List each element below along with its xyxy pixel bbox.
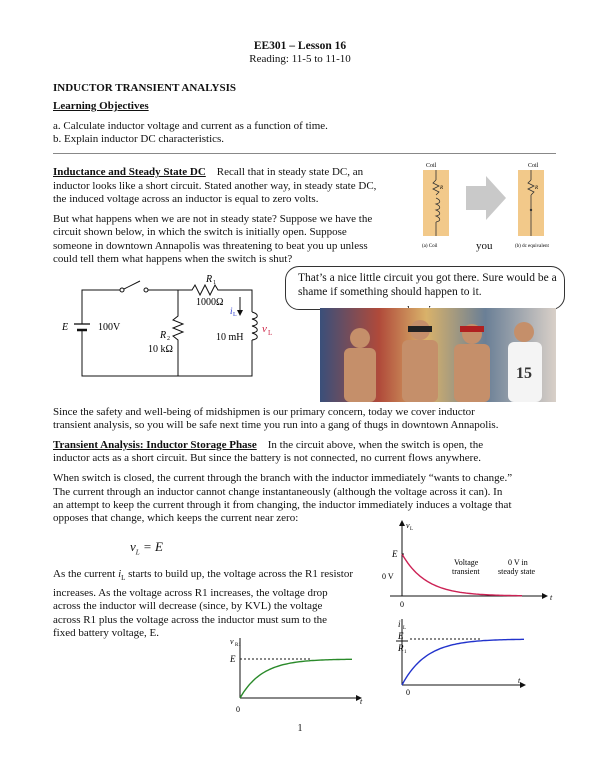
switch-contact-left [120, 288, 124, 292]
coil-b-label: Coil [528, 163, 539, 169]
rl-circuit-schematic [60, 272, 290, 384]
transient-para3-line-3: across the inductor will decrease (since, by KVL) the voltage [53, 600, 323, 612]
vl-t-label: t [550, 593, 553, 602]
current-sub: L [233, 312, 237, 318]
steady-state-text-1: Recall that in steady state DC, an [216, 166, 364, 178]
objective-a: a. Calculate inductor voltage and current as a function of time. [53, 120, 328, 132]
objective-b: b. Explain inductor DC characteristics. [53, 133, 225, 145]
il-r-label: R [398, 643, 404, 653]
r2-sub: 2 [167, 336, 170, 342]
il-ylabel: i [398, 619, 401, 629]
source-label: E [62, 322, 69, 333]
transient-para2-line-4: opposes that change, which keeps the current near zero: [53, 512, 299, 524]
para3-start: As the current [53, 568, 116, 580]
vl-ylabel: v [406, 521, 410, 530]
vl-annot-steady-2: steady state [498, 567, 536, 576]
transient-para2-line-3: an attempt to keep the current through it from changing, the inductor immediately induces a voltage that [53, 499, 512, 511]
transient-para3-line-2: increases. As the voltage across R1 increases, the voltage drop [53, 587, 328, 599]
steady-state-line-2: inductor looks like a short circuit. Stated another way, in steady state DC, [53, 180, 377, 192]
il-t-label: t [518, 676, 521, 685]
objectives-heading: Learning Objectives [53, 100, 149, 112]
coil-b-r-label: R [535, 186, 539, 191]
equation-right: = E [142, 539, 163, 554]
il-origin-label: 0 [406, 688, 410, 697]
steady-state-you: you [476, 240, 493, 252]
inline-current-sub: L [121, 574, 126, 583]
steady-state-line-3: the induced voltage across an inductor is equal to zero volts. [53, 193, 319, 205]
r1-label: R [206, 274, 213, 285]
il-e-label: E [398, 631, 404, 641]
transient-text-1: In the circuit above, when the switch is open, the [267, 439, 484, 451]
transient-para3-line-5: fixed battery voltage, E. [53, 627, 159, 639]
source-value: 100V [98, 322, 121, 333]
voltage-sub: L [268, 329, 273, 337]
vl-origin-label: 0 [400, 600, 404, 609]
steady-state-line-4: But what happens when we are not in steady state? Suppose we have the [53, 213, 373, 225]
safety-line-2: transient analysis, so you will be safe next time you run into a gang of thugs in downtown Annapolis. [53, 419, 499, 431]
coil-b-caption: (b) dc equivalent [515, 244, 549, 249]
divider [53, 153, 556, 154]
vl-annot-transient-1: Voltage [454, 558, 479, 567]
vl-graph [372, 520, 557, 610]
safety-line-1: Since the safety and well-being of midshipmen is our primary concern, today we cover inductor [53, 406, 475, 418]
vr1-graph [222, 632, 382, 718]
transient-para3-line-4: across R1 plus the voltage across the inductor must sum to the [53, 614, 328, 626]
r1-sub: 1 [213, 280, 216, 286]
il-graph [372, 613, 557, 698]
gang-photo [320, 308, 556, 402]
steady-state-line-7: could tell them what happens when the switch is shut? [53, 253, 293, 265]
inductor-coil [252, 312, 257, 340]
steady-state-heading: Inductance and Steady State DC [53, 166, 206, 178]
il-ylabel-sub: L [403, 626, 407, 631]
r2-resistor [173, 290, 183, 376]
vl-zero-v-label: 0 V [382, 572, 394, 581]
equation-sub: L [135, 548, 140, 557]
transient-line-1 [53, 439, 556, 452]
inductor-value: 10 mH [216, 332, 244, 343]
il-r-sub: 1 [404, 650, 407, 655]
vl-e-label: E [392, 549, 398, 559]
steady-state-line-1 [53, 166, 413, 179]
vl-annot-steady-1: 0 V in [508, 558, 528, 567]
equation-vl-equals-e [130, 540, 163, 560]
svg-text:15: 15 [516, 365, 532, 382]
para3-rest: starts to build up, the voltage across the R1 resistor [128, 568, 354, 580]
il-growth-curve [402, 639, 524, 685]
transient-heading: Transient Analysis: Inductor Storage Phase [53, 439, 257, 451]
vl-ylabel-sub: L [410, 527, 414, 532]
r2-label: R [160, 330, 167, 341]
vr1-growth-curve [240, 659, 352, 698]
coil-a-caption: (a) Coil [422, 244, 438, 249]
transient-para2-line-2: The current through an inductor cannot change instantaneously (although the voltage across it can). In [53, 486, 503, 498]
section-title: INDUCTOR TRANSIENT ANALYSIS [53, 82, 236, 94]
transient-line-2: inductor acts as a short circuit. But since the battery is not connected, no current flows anywhere. [53, 452, 481, 464]
page-number: 1 [297, 723, 303, 734]
vr1-e-label: E [230, 654, 236, 664]
vr1-t-label: t [360, 697, 363, 706]
coil-a-r-label: R [440, 186, 444, 191]
reading-assignment: Reading: 11-5 to 11-10 [249, 53, 351, 65]
coil-equivalence-figure [420, 158, 560, 250]
vl-annot-transient-2: transient [452, 567, 480, 576]
transient-para3-line-1 [53, 568, 353, 586]
vr1-origin-label: 0 [236, 705, 240, 714]
current-label: i [230, 306, 233, 316]
speech-bubble [285, 266, 565, 310]
vr1-ylabel-sub: R1 [235, 643, 241, 648]
speech-bubble-text: That’s a nice little circuit you got there. Sure would be a shame if something should happen to it. [298, 272, 557, 298]
arrow-right-icon [466, 176, 506, 220]
transient-para2-line-1: When switch is closed, the current through the branch with the inductor immediately “wants to change.” [53, 472, 513, 484]
switch-contact-right [144, 288, 148, 292]
r1-value: 1000Ω [196, 297, 224, 308]
steady-state-line-6: someone in downtown Annapolis was threatening to beat you up unless [53, 240, 368, 252]
lesson-title: EE301 – Lesson 16 [253, 40, 347, 52]
vr1-ylabel: v [230, 637, 234, 646]
voltage-label: v [262, 323, 267, 335]
r2-value: 10 kΩ [148, 344, 173, 355]
coil-a-label: Coil [426, 163, 437, 169]
equation-left: v [130, 539, 136, 554]
inline-current: i [118, 568, 122, 580]
steady-state-line-5: circuit shown below, in which the switch is initially open. Suppose [53, 226, 347, 238]
switch-blade [122, 281, 140, 290]
